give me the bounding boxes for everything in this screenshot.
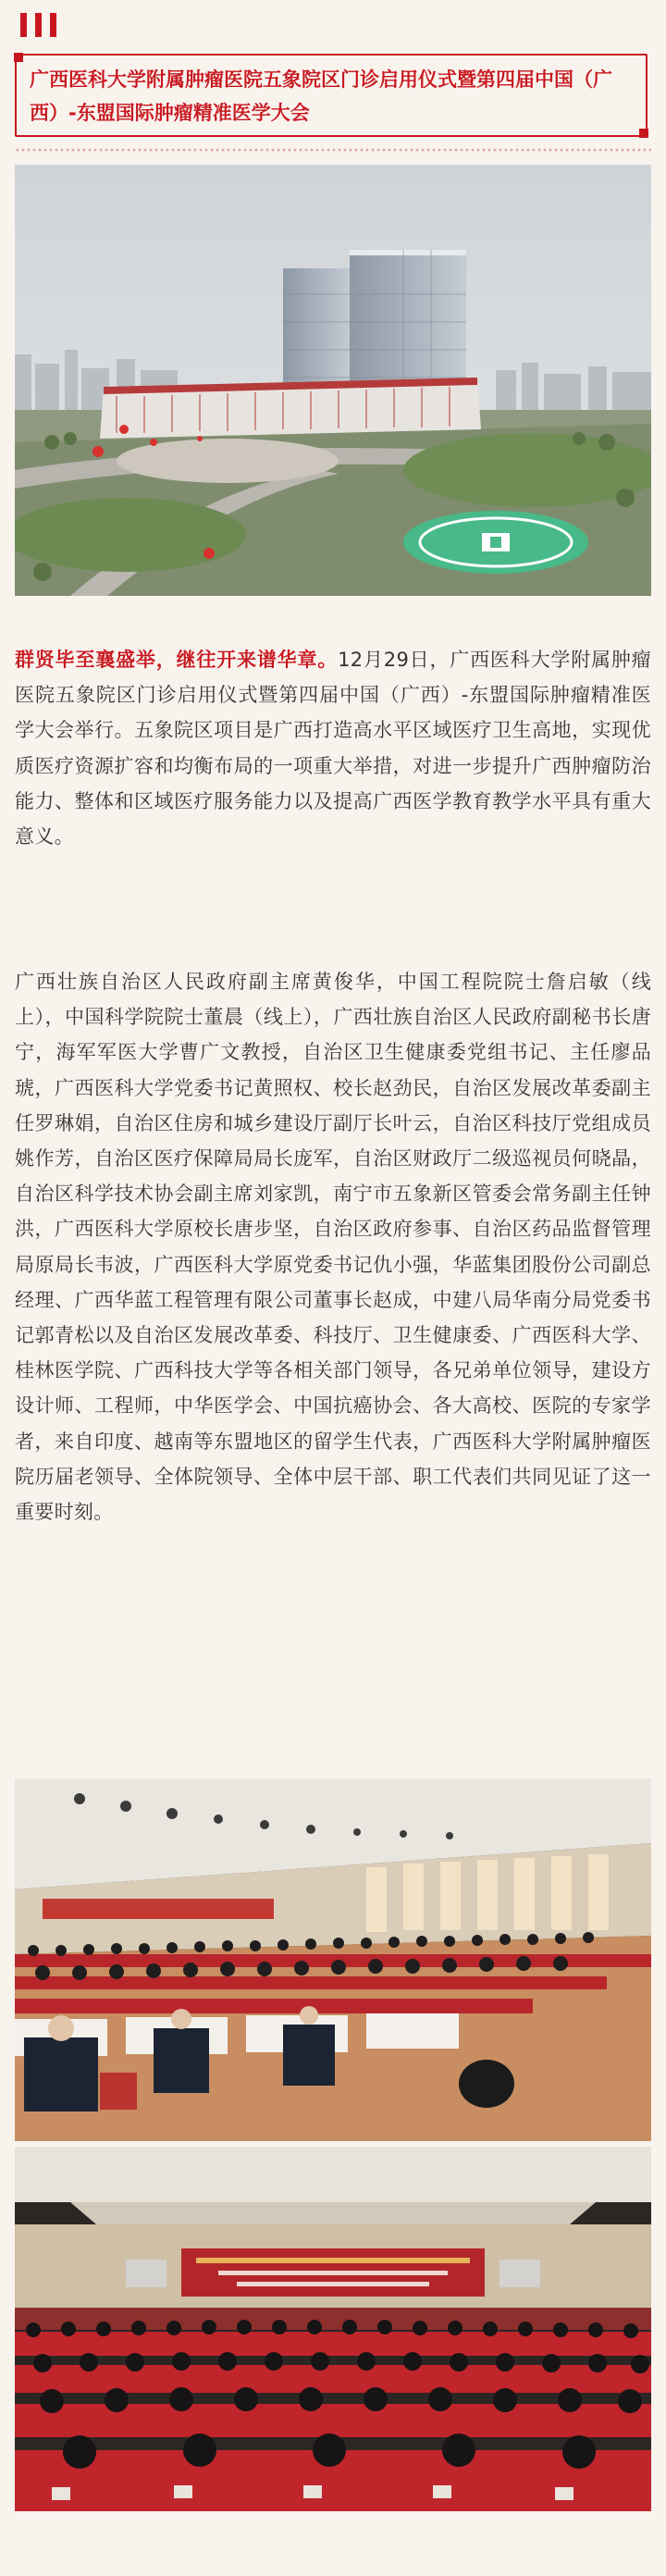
- hall-photo: [15, 1778, 651, 2141]
- header-marker-bars: [20, 13, 76, 41]
- paragraph-body: 12月29日，广西医科大学附属肿瘤医院五象院区门诊启用仪式暨第四届中国（广西）-东盟国际肿瘤精准医学大会举行。五象院区项目是广西打造高水平区域医疗卫生高地，实现优质医疗资源扩容和均衡布局的一项重大举措，对进一步提升广西肿瘤防治能力、整体和区域医疗服务能力以及提高广西医学教育教学水平具有重大意义。: [15, 649, 651, 848]
- title-box: [15, 54, 648, 137]
- article-paragraph-1: [15, 642, 651, 931]
- article-paragraph-2: 广西壮族自治区人民政府副主席黄俊华，中国工程院院士詹启敏（线上），中国科学院院士董晨（线上），广西壮族自治区人民政府副秘书长唐宁，海军军医大学曹广文教授，自治区卫生健康委党组书记、主任廖品琥，广西医科大学党委书记黄照权、校长赵劲民，自治区发展改革委副主任罗琳娟，自治区住房和城乡建设厅副厅长叶云，自治区科技厅党组成员姚作芳，自治区医疗保障局局长庞军，自治区财政厅二级巡视员何晓晶，自治区科学技术协会副主席刘家凯，南宁市五象新区管委会常务副主任钟洪，广西医科大学原校长唐步坚，自治区政府参事、自治区药品监督管理局原局长韦波，广西医科大学原党委书记仇小强，华蓝集团股份公司副总经理、广西华蓝工程管理有限公司董事长赵成，中建八局华南分局党委书记郭青松以及自治区发展改革委、科技厅、卫生健康委、广西医科大学、桂林医学院、广西科技大学等各相关部门领导，各兄弟单位领导，建设方设计师、工程师，中华医学会、中国抗癌协会、各大高校、医院的专家学者，来自印度、越南等东盟地区的留学生代表，广西医科大学附属肿瘤医院历届老领导、全体院领导、全体中层干部、职工代表们共同见证了这一重要时刻。: [15, 971, 651, 1524]
- dotted-divider: [15, 148, 651, 152]
- audience-photo: [15, 2147, 651, 2511]
- paragraph-lead: 群贤毕至襄盛举，继往开来谱华章。: [15, 649, 339, 671]
- building-photo: [15, 165, 651, 596]
- article-title: 广西医科大学附属肿瘤医院五象院区门诊启用仪式暨第四届中国（广西）-东盟国际肿瘤精准医学大会: [30, 68, 612, 124]
